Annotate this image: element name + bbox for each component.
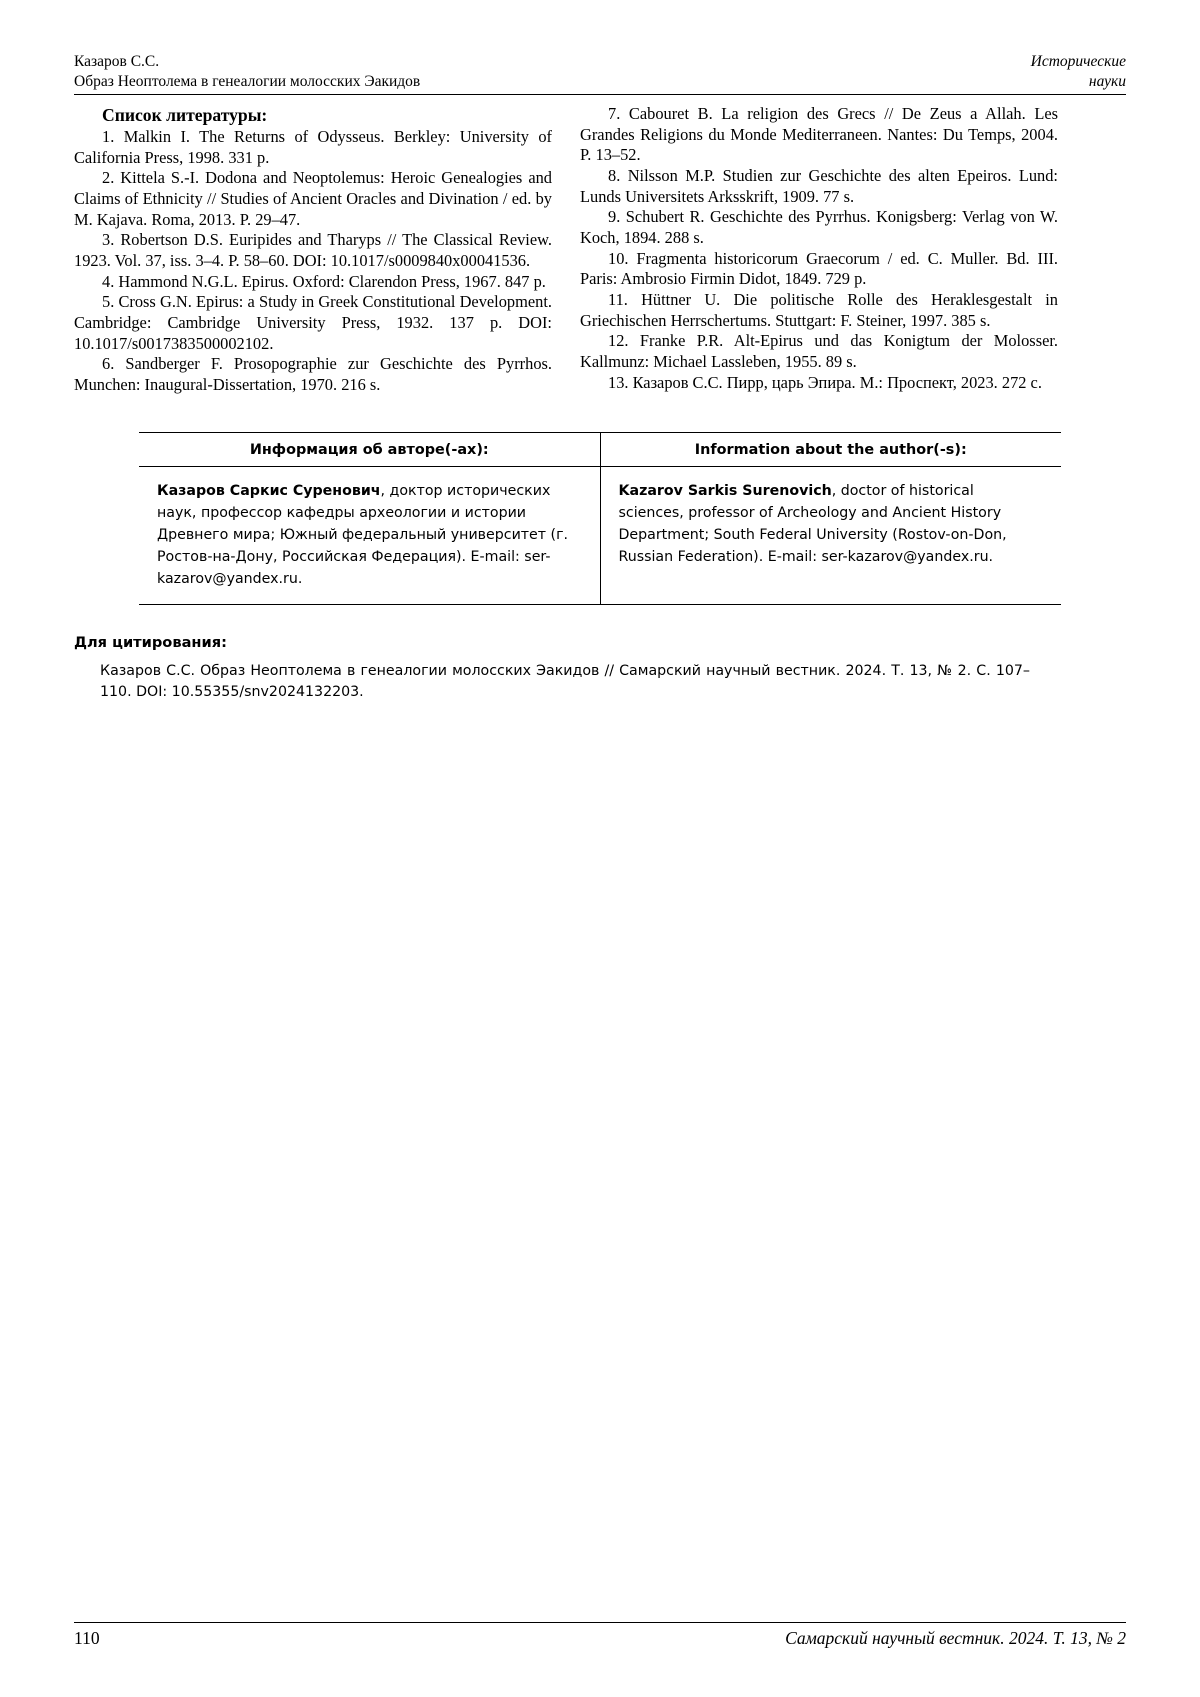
running-head-section-line2: науки xyxy=(1088,73,1126,91)
reference-item: 13. Казаров С.С. Пирр, царь Эпира. М.: Проспект, 2023. 272 с. xyxy=(608,372,1042,392)
footer-row xyxy=(74,1628,1126,1649)
reference-item: 9. Schubert R. Geschichte des Pyrrhus. Konigsberg: Verlag von W. Koch, 1894. 288 s. xyxy=(580,207,1058,247)
reference-item: 7. Cabouret B. La religion des Grecs // De Zeus a Allah. Les Grandes Religions du Monde Mediterraneen. Nantes: Du Temps, 2004. P. 13–52. xyxy=(580,103,1058,165)
reference-item: 1. Malkin I. The Returns of Odysseus. Berkley: University of California Press, 1998. 331 p. xyxy=(74,127,552,167)
table-row xyxy=(139,466,1061,604)
reference-item: 4. Hammond N.G.L. Epirus. Oxford: Clarendon Press, 1967. 847 p. xyxy=(102,271,546,291)
running-head-section-line1: Исторические xyxy=(1030,53,1126,70)
page-number: 110 xyxy=(74,1628,100,1648)
author-details-ru: , доктор исторических наук, профессор кафедры археологии и истории Древнего мира; Южный федеральный университет (г. Ростов-на-Дону, Российская Федерация). E-mail: ser-kazarov@yandex.ru. xyxy=(157,482,569,587)
author-info-cell-en xyxy=(600,466,1061,604)
running-head xyxy=(74,52,1126,93)
running-head-rule xyxy=(74,94,1126,95)
references-column-left xyxy=(74,104,552,396)
reference-item: 2. Kittela S.-I. Dodona and Neoptolemus: Heroic Genealogies and Claims of Ethnicity // Studies of Ancient Oracles and Divination / ed. by M. Kajava. Roma, 2013. P. 29–47. xyxy=(74,168,552,229)
running-head-author: Казаров С.С. xyxy=(74,53,160,70)
author-info-cell-ru xyxy=(139,466,600,604)
table-row xyxy=(139,432,1061,466)
citation-heading: Для цитирования: xyxy=(74,633,227,651)
running-head-left xyxy=(74,52,420,93)
reference-item: 3. Robertson D.S. Euripides and Tharyps // The Classical Review. 1923. Vol. 37, iss. 3–4. P. 58–60. DOI: 10.1017/s0009840x00041536. xyxy=(74,230,552,271)
author-name-en: Kazarov Sarkis Surenovich xyxy=(618,482,832,499)
reference-item: 10. Fragmenta historicorum Graecorum / ed. C. Muller. Bd. III. Paris: Ambrosio Firmin Didot, 1849. 729 p. xyxy=(580,248,1058,289)
journal-title: Самарский научный вестник. 2024. Т. 13, № 2 xyxy=(785,1628,1126,1648)
author-info-table xyxy=(139,432,1061,605)
author-info-header-ru: Информация об авторе(-ах): xyxy=(139,432,600,466)
references-column-right xyxy=(580,104,1058,393)
reference-item: 5. Cross G.N. Epirus: a Study in Greek Constitutional Development. Cambridge: Cambridge University Press, 1932. 137 p. DOI: 10.1017/s0017383500002102. xyxy=(74,292,552,353)
running-head-article: Образ Неоптолема в генеалогии молосских Эакидов xyxy=(74,73,421,91)
citation-text: Казаров С.С. Образ Неоптолема в генеалогии молосских Эакидов // Самарский научный вестник. 2024. Т. 13, № 2. С. 107–110. DOI: 10.55355/snv2024132203. xyxy=(100,662,1030,701)
references-title: Список литературы: xyxy=(102,104,268,125)
references-section xyxy=(74,104,1126,396)
running-head-section xyxy=(1031,52,1126,93)
reference-item: 8. Nilsson M.P. Studien zur Geschichte des alten Epeiros. Lund: Lunds Universitets Arksskrift, 1909. 77 s. xyxy=(580,165,1058,206)
footer-rule xyxy=(74,1622,1126,1623)
author-name-ru: Казаров Саркис Суренович xyxy=(157,482,381,499)
author-info-header-en: Information about the author(-s): xyxy=(600,432,1061,466)
page-footer xyxy=(74,1622,1126,1649)
reference-item: 6. Sandberger F. Prosopographie zur Geschichte des Pyrrhos. Munchen: Inaugural-Dissertation, 1970. 216 s. xyxy=(74,354,552,395)
reference-item: 12. Franke P.R. Alt-Epirus und das Konigtum der Molosser. Kallmunz: Michael Lassleben, 1955. 89 s. xyxy=(580,331,1058,371)
reference-item: 11. Hüttner U. Die politische Rolle des Heraklesgestalt in Griechischen Herrschertums. Stuttgart: F. Steiner, 1997. 385 s. xyxy=(580,289,1058,330)
author-details-en: , doctor of historical sciences, professor of Archeology and Ancient History Department; South Federal University (Rostov-on-Don, Russian Federation). E-mail: ser-kazarov@yandex.ru. xyxy=(618,482,1007,565)
